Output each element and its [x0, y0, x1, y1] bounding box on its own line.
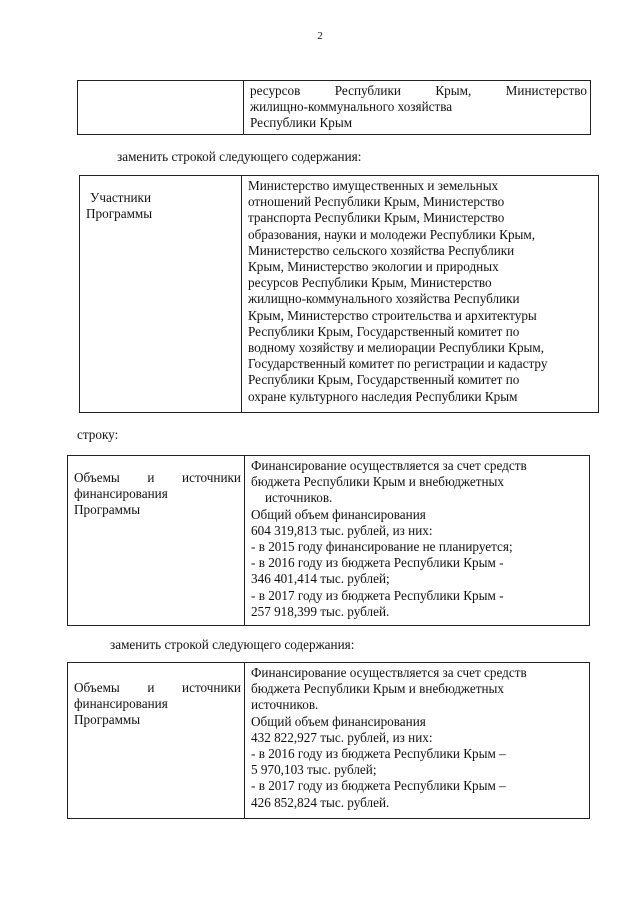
funding-new-line: - в 2016 году из бюджета Республики Крым – — [251, 746, 506, 762]
table1-line: Республики Крым — [250, 115, 353, 131]
participants-line: Крым, Министерство строительства и архитектуры — [248, 307, 537, 323]
funding-new-label-line: Программы — [74, 712, 141, 728]
participants-line: Республики Крым, Государственный комитет по — [248, 323, 520, 339]
funding-new-line: Общий объем финансирования — [251, 713, 426, 729]
participants-line: ресурсов Республики Крым, Министерство — [248, 275, 492, 291]
funding-old-line: 604 319,813 тыс. рублей, из них: — [251, 522, 433, 538]
table-funding-new — [67, 662, 590, 819]
participants-line: жилищно-коммунального хозяйства Республики — [248, 291, 520, 307]
instruction-row: строку: — [77, 427, 119, 442]
funding-new-label-line: финансирования — [74, 696, 168, 712]
funding-old-label-cell — [68, 456, 245, 626]
participants-label-line: Программы — [86, 206, 153, 222]
funding-new-label-cell — [68, 663, 245, 819]
participants-label-line: Участники — [90, 190, 152, 205]
table1-left-cell — [78, 81, 244, 135]
participants-line: Государственный комитет по регистрации и кадастру — [248, 356, 548, 372]
participants-line: Министерство сельского хозяйства Республики — [248, 242, 515, 258]
table1-line: ресурсов Республики Крым, Министерство — [250, 83, 587, 98]
table-funding-old — [67, 455, 590, 626]
funding-old-line: источников. — [265, 490, 333, 506]
funding-old-line: - в 2015 году финансирование не планируется; — [251, 539, 513, 555]
funding-old-value-cell — [245, 456, 590, 626]
table1-line: жилищно-коммунального хозяйства — [250, 99, 453, 115]
funding-old-label-line: финансирования — [74, 486, 168, 502]
funding-old-line: бюджета Республики Крым и внебюджетных — [251, 474, 504, 490]
funding-new-line: - в 2017 году из бюджета Республики Крым – — [251, 778, 506, 794]
participants-line: Республики Крым, Государственный комитет по — [248, 372, 520, 388]
funding-old-line: - в 2017 году из бюджета Республики Крым - — [251, 587, 504, 603]
funding-old-line: 346 401,414 тыс. рублей; — [251, 571, 390, 587]
funding-old-line: 257 918,399 тыс. рублей. — [251, 603, 390, 619]
table-fragment-1 — [77, 80, 591, 135]
table-row — [68, 663, 590, 819]
page-number: 2 — [317, 30, 323, 42]
table-row — [80, 176, 599, 413]
table1-right-cell — [244, 81, 591, 135]
funding-new-line: 432 822,927 тыс. рублей, из них: — [251, 729, 433, 745]
funding-new-value-cell — [245, 663, 590, 819]
participants-label-cell — [80, 176, 242, 413]
participants-line: Министерство имущественных и земельных — [248, 178, 499, 193]
table-participants — [79, 175, 599, 413]
funding-old-line: Общий объем финансирования — [251, 506, 426, 522]
funding-new-label-line: Объемы и источники — [74, 680, 241, 695]
participants-value-cell — [242, 176, 599, 413]
funding-old-label-line: Объемы и источники — [74, 470, 241, 485]
table-row — [78, 81, 591, 135]
table-row — [68, 456, 590, 626]
instruction-replace-1: заменить строкой следующего содержания: — [117, 149, 362, 164]
funding-old-line: - в 2016 году из бюджета Республики Крым - — [251, 555, 504, 571]
participants-line: Крым, Министерство экологии и природных — [248, 259, 499, 275]
participants-line: транспорта Республики Крым, Министерство — [248, 210, 505, 226]
participants-line: охране культурного наследия Республики Крым — [248, 388, 518, 404]
participants-line: водному хозяйству и мелиорации Республики Крым, — [248, 340, 545, 356]
funding-old-line: Финансирование осуществляется за счет средств — [251, 458, 527, 473]
funding-old-label-line: Программы — [74, 502, 141, 518]
participants-line: образования, науки и молодежи Республики Крым, — [248, 226, 536, 242]
funding-new-line: бюджета Республики Крым и внебюджетных — [251, 681, 504, 697]
funding-new-line: 426 852,824 тыс. рублей. — [251, 794, 390, 810]
funding-new-line: источников. — [251, 697, 319, 713]
funding-new-line: 5 970,103 тыс. рублей; — [251, 762, 377, 778]
participants-line: отношений Республики Крым, Министерство — [248, 194, 505, 210]
funding-new-line: Финансирование осуществляется за счет средств — [251, 665, 527, 680]
instruction-replace-2: заменить строкой следующего содержания: — [110, 637, 355, 652]
